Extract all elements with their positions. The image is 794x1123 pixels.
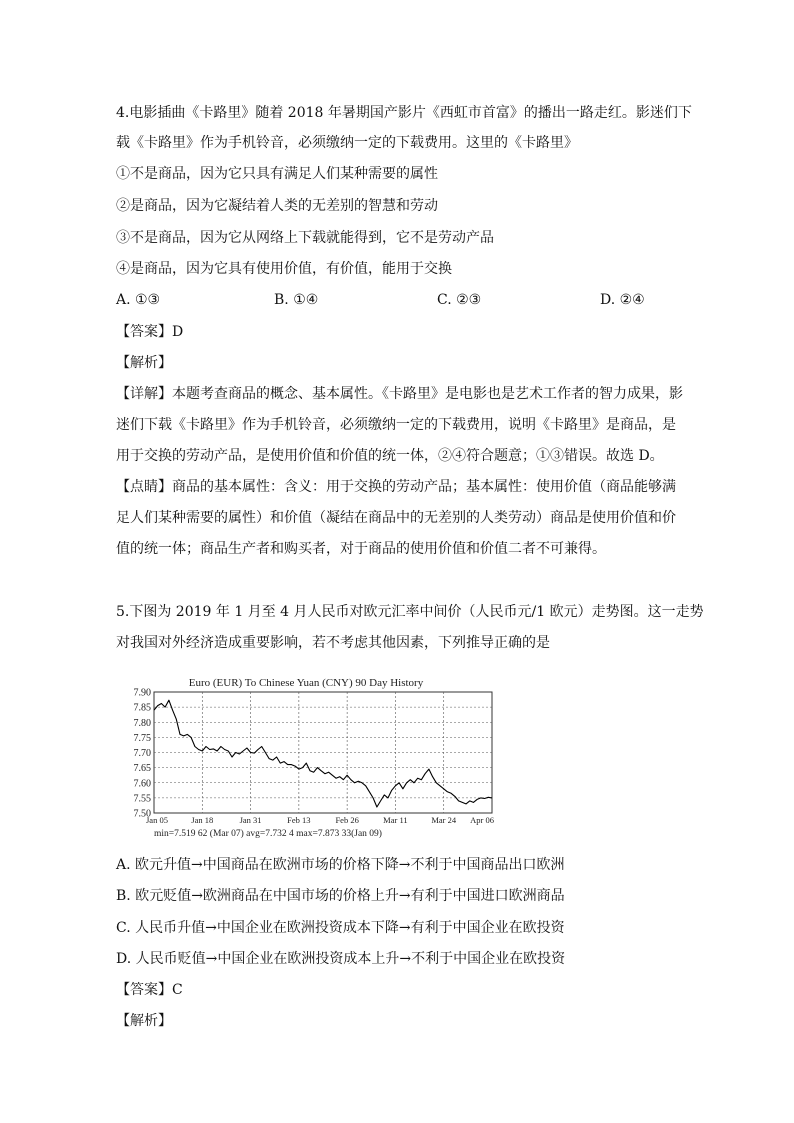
q5-option-b[interactable]: B. 欧元贬值→欧洲商品在中国市场的价格上升→有利于中国进口欧洲商品 <box>116 888 565 904</box>
q4-option-c[interactable]: C. ②③ <box>437 292 482 308</box>
y-tick-label: 7.85 <box>133 702 151 714</box>
q5-stem-line2: 对我国对外经济造成重要影响，若不考虑其他因素，下列推导正确的是 <box>116 635 550 651</box>
q4-option-d[interactable]: D. ②④ <box>600 292 645 308</box>
x-tick-label: Jan 31 <box>239 815 262 825</box>
chart-series <box>154 700 492 807</box>
y-tick-label: 7.70 <box>133 748 151 759</box>
q4-tips-line2: 足人们某种需要的属性）和价值（凝结在商品中的无差别的人类劳动）商品是使用价值和价 <box>116 510 676 526</box>
q4-item-1: ①不是商品，因为它只具有满足人们某种需要的属性 <box>116 166 438 182</box>
q4-options <box>116 291 676 309</box>
chart-grid <box>154 692 492 813</box>
q4-stem-line2: 载《卡路里》作为手机铃音，必须缴纳一定的下载费用。这里的《卡路里》 <box>116 135 578 151</box>
y-tick-label: 7.75 <box>133 732 151 744</box>
x-tick-label: Jan 18 <box>191 815 214 825</box>
y-tick-label: 7.60 <box>133 778 151 790</box>
q4-stem-line1: 4.电影插曲《卡路里》随着 2018 年暑期国产影片《西虹市首富》的播出一路走红。影迷们下 <box>116 105 692 121</box>
q5-option-a[interactable]: A. 欧元升值→中国商品在欧洲市场的价格下降→不利于中国商品出口欧洲 <box>116 857 565 873</box>
y-tick-label: 7.55 <box>133 793 151 805</box>
chart-footer: min=7.519 62 (Mar 07) avg=7.732 4 max=7.873 33(Jan 09) <box>154 829 382 839</box>
q4-detail-line2: 迷们下载《卡路里》作为手机铃音，必须缴纳一定的下载费用，说明《卡路里》是商品，是 <box>116 417 676 433</box>
q4-detail-line1: 【详解】本题考查商品的概念、基本属性。《卡路里》是电影也是艺术工作者的智力成果，影 <box>116 386 683 402</box>
q4-tips-line1: 【点睛】商品的基本属性：含义：用于交换的劳动产品；基本属性：使用价值（商品能够满 <box>116 479 676 495</box>
chart-x-ticks <box>146 815 494 825</box>
x-tick-label: Feb 13 <box>287 815 311 825</box>
q4-item-2: ②是商品，因为它凝结着人类的无差别的智慧和劳动 <box>116 198 438 214</box>
x-tick-label: Feb 26 <box>335 815 359 825</box>
q5-answer: 【答案】C <box>116 982 183 998</box>
q5-analysis-heading: 【解析】 <box>116 1013 172 1029</box>
x-tick-label: Mar 11 <box>383 815 408 825</box>
q4-item-3: ③不是商品，因为它从网络上下载就能得到，它不是劳动产品 <box>116 230 494 246</box>
q4-option-a[interactable]: A. ①③ <box>116 292 161 308</box>
q4-answer: 【答案】D <box>116 324 184 340</box>
chart-y-ticks <box>134 688 152 820</box>
chart-svg <box>118 668 502 840</box>
chart-title: Euro (EUR) To Chinese Yuan (CNY) 90 Day History <box>188 677 424 689</box>
q4-option-b[interactable]: B. ①④ <box>274 292 319 308</box>
q5-option-d[interactable]: D. 人民币贬值→中国企业在欧洲投资成本上升→不利于中国企业在欧投资 <box>116 951 566 967</box>
q4-detail-line3: 用于交换的劳动产品，是使用价值和价值的统一体，②④符合题意；①③错误。故选 D。 <box>116 448 664 464</box>
q5-stem-line1: 5.下图为 2019 年 1 月至 4 月人民币对欧元汇率中间价（人民币元/1 欧元）走势图。这一走势 <box>116 604 704 620</box>
q4-tips-line3: 值的统一体；商品生产者和购买者，对于商品的使用价值和价值二者不可兼得。 <box>116 541 606 557</box>
rate-series-line <box>154 700 492 807</box>
y-tick-label: 7.65 <box>133 763 151 775</box>
x-tick-label: Apr 06 <box>470 815 494 825</box>
exchange-rate-chart <box>118 668 502 840</box>
q4-item-4: ④是商品，因为它具有使用价值，有价值，能用于交换 <box>116 261 452 277</box>
y-tick-label: 7.50 <box>133 808 151 820</box>
x-tick-label: Mar 24 <box>431 815 457 825</box>
y-tick-label: 7.80 <box>133 717 151 729</box>
q4-analysis-heading: 【解析】 <box>116 355 172 371</box>
y-tick-label: 7.90 <box>133 687 151 699</box>
x-tick-label: Jan 05 <box>146 815 168 825</box>
q5-option-c[interactable]: C. 人民币升值→中国企业在欧洲投资成本下降→有利于中国企业在欧投资 <box>116 920 565 936</box>
